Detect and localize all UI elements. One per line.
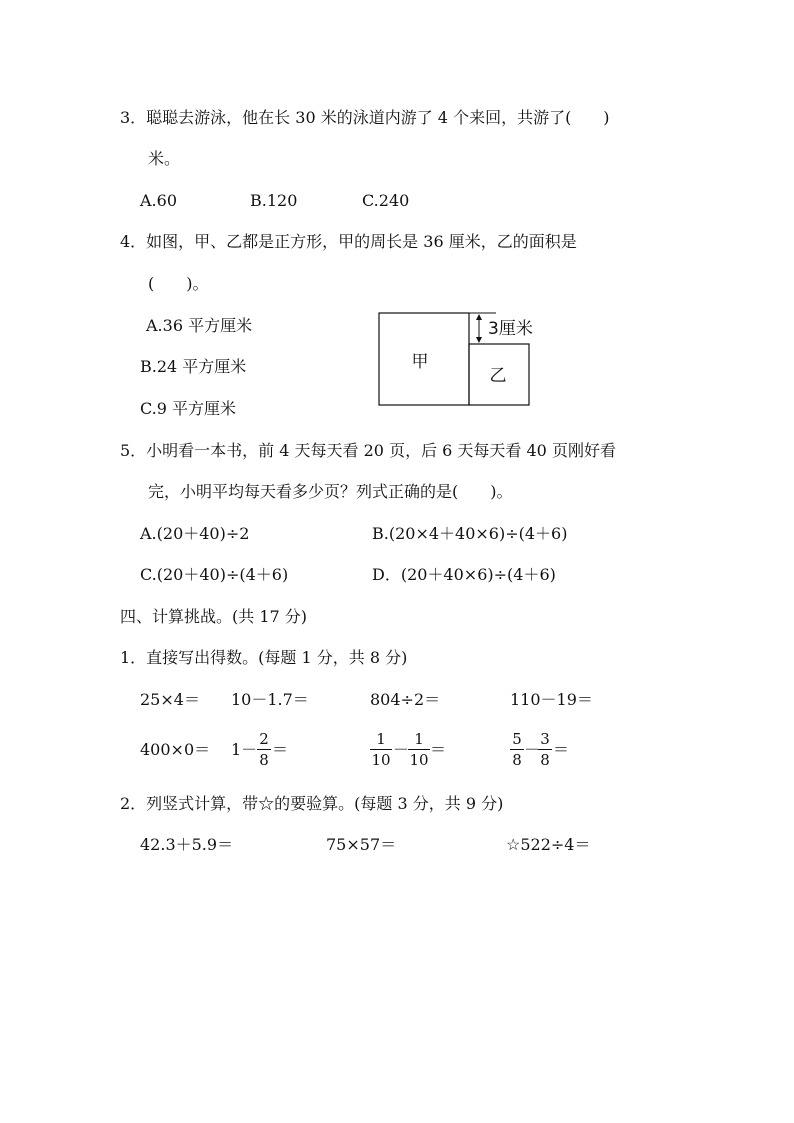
fraction-bar: [257, 749, 271, 750]
q4-square-figure: [370, 305, 560, 415]
fraction-numerator: 1: [376, 730, 386, 748]
calc-expr-8-equals: ＝: [553, 740, 570, 759]
fraction-bar: [408, 749, 430, 750]
fraction-numerator: 3: [540, 730, 550, 748]
fraction-denominator: 8: [540, 751, 550, 769]
label-yi: 乙: [489, 366, 507, 386]
fraction-numerator: 5: [512, 730, 522, 748]
calc-expr-6-prefix: 1－: [231, 740, 258, 759]
q5-option-b: B.(20×4＋40×6)÷(4＋6): [372, 524, 568, 543]
calc-expr-3: 804÷2＝: [370, 690, 441, 709]
fraction-denominator: 8: [259, 751, 269, 769]
q5-option-d: D．(20＋40×6)÷(4＋6): [372, 565, 556, 584]
calc-expr-4: 110－19＝: [510, 690, 593, 709]
q3-option-b: B.120: [250, 191, 298, 210]
fraction-denominator: 8: [512, 751, 522, 769]
label-jia: 甲: [411, 352, 429, 372]
calc-expr-8-fraction-2: [538, 730, 552, 769]
calc-expr-7-minus: －: [393, 740, 410, 759]
q4-option-c: C.9 平方厘米: [140, 399, 237, 418]
calc-expr-1: 25×4＝: [140, 690, 200, 709]
q3-line1: 3．聪聪去游泳，他在长 30 米的泳道内游了 4 个来回，共游了( ): [120, 108, 610, 127]
calc-expr-7-fraction-2: [408, 730, 430, 769]
section4-part2-title: 2．列竖式计算，带☆的要验算。(每题 3 分，共 9 分): [120, 794, 504, 813]
calc-expr-8-fraction-1: [510, 730, 524, 769]
q4-option-b: B.24 平方厘米: [140, 357, 247, 376]
q3-option-c: C.240: [362, 191, 410, 210]
q5-line1: 5．小明看一本书，前 4 天每天看 20 页，后 6 天每天看 40 页刚好看: [120, 441, 616, 460]
calc-expr-8-minus: －: [524, 740, 541, 759]
vertical-calc-1: 42.3＋5.9＝: [140, 835, 234, 854]
arrow-down-icon: [476, 337, 482, 343]
q4-line1: 4．如图，甲、乙都是正方形，甲的周长是 36 厘米，乙的面积是: [120, 232, 577, 251]
fraction-numerator: 1: [414, 730, 424, 748]
fraction-bar: [510, 749, 524, 750]
fraction-numerator: 2: [259, 730, 269, 748]
q4-option-a: A.36 平方厘米: [146, 316, 253, 335]
calc-expr-7-equals: ＝: [430, 740, 447, 759]
q4-line2: ( )。: [148, 274, 209, 293]
fraction-bar: [370, 749, 392, 750]
q3-line2: 米。: [148, 149, 181, 168]
q3-option-a: A.60: [140, 191, 177, 210]
vertical-calc-3: ☆522÷4＝: [506, 835, 591, 854]
calc-expr-2: 10－1.7＝: [231, 690, 309, 709]
calc-expr-6-fraction: [257, 730, 271, 769]
fraction-denominator: 10: [371, 751, 391, 769]
calc-expr-7-fraction-1: [370, 730, 392, 769]
fraction-bar: [538, 749, 552, 750]
section4-part1-title: 1．直接写出得数。(每题 1 分，共 8 分): [120, 648, 408, 667]
q5-option-a: A.(20＋40)÷2: [140, 524, 250, 543]
calc-expr-5: 400×0＝: [140, 740, 211, 759]
arrow-up-icon: [476, 314, 482, 320]
vertical-calc-2: 75×57＝: [326, 835, 397, 854]
calc-expr-6-equals: ＝: [272, 740, 289, 759]
section4-title: 四、计算挑战。(共 17 分): [120, 607, 308, 626]
q5-option-c: C.(20＋40)÷(4＋6): [140, 565, 289, 584]
dimension-label: 3厘米: [488, 319, 533, 339]
q5-line2: 完，小明平均每天看多少页？列式正确的是( )。: [148, 482, 513, 501]
fraction-denominator: 10: [409, 751, 429, 769]
